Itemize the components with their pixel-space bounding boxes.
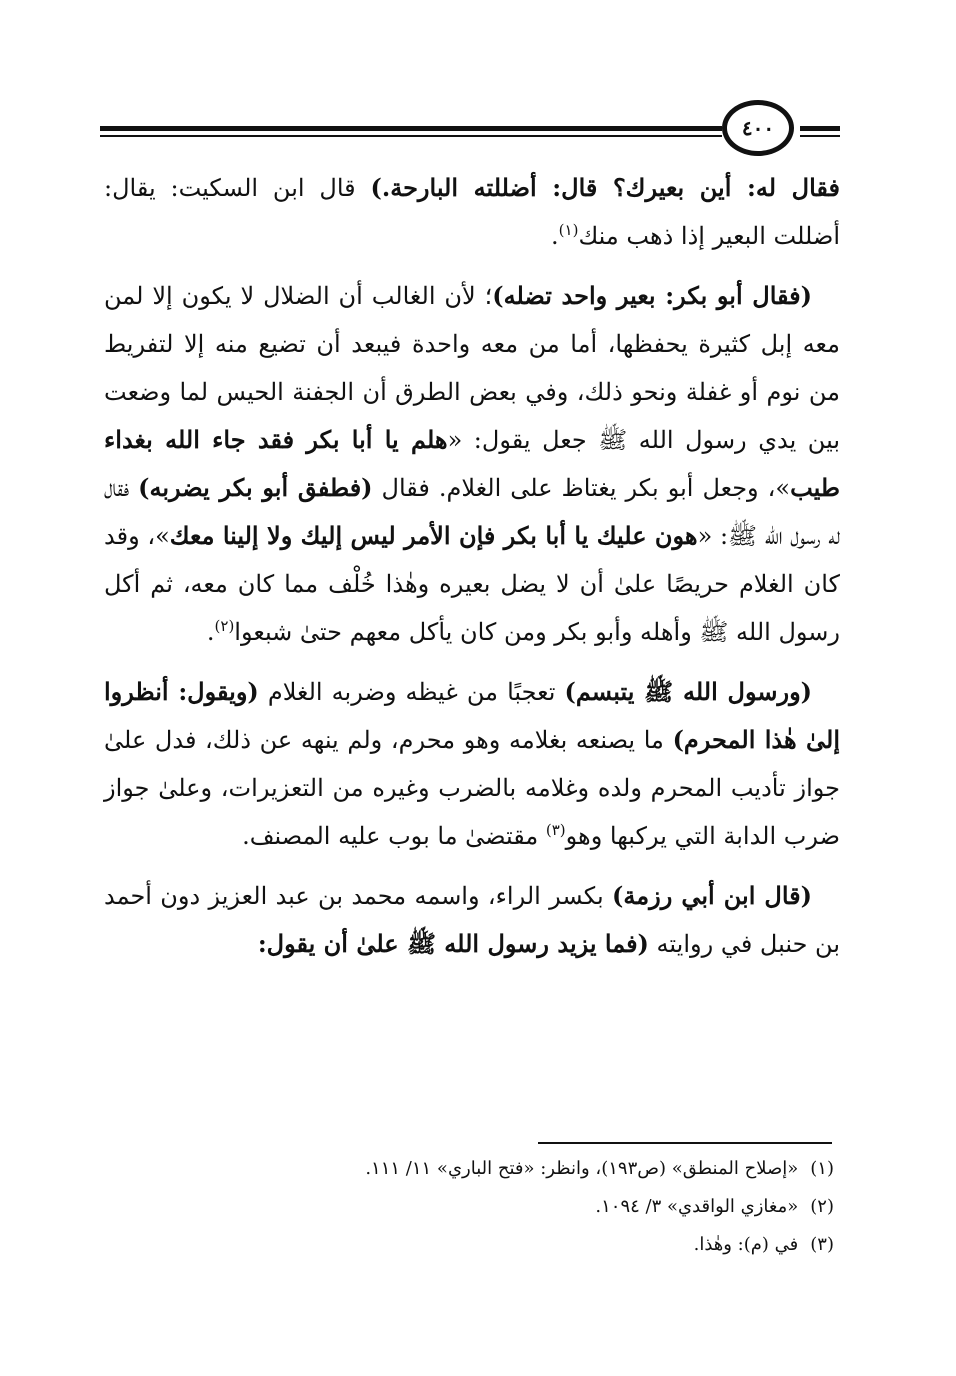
footnote-text: في (م): وهٰذا. [693,1234,799,1255]
bold-phrase: (قال ابن أبي رزمة) [612,881,812,910]
bold-phrase: هلم يا أبا بكر فقد جاء الله بغداء طيب [104,425,840,502]
footnote-1 [104,1150,834,1188]
footnote-separator [538,1142,832,1144]
footnote-ref-2[interactable]: (٢) [214,617,235,635]
footnote-ref-3[interactable]: (٣) [545,821,566,839]
text-run: بكسر الراء، واسمه محمد بن عبد العزيز دون أحمد بن حنبل في روايته [104,882,840,958]
footnote-number: (٢) [810,1196,834,1217]
main-text [104,164,840,968]
text-run: ؛ لأن الغالب أن الضلال لا يكون إلا لمن معه إبل كثيرة يحفظها، أما من معه واحدة فيبعد أن تضيع منه إلا لتفريط من نوم أو غفلة ونحو ذلك، وفي بعض الطرق أن الجفنة الحيس لما وضعت بين يدي رسول الله ﷺ جعل يقول: « [104,282,840,454]
paragraph-1 [104,164,840,260]
bold-phrase: (ورسول الله ﷺ يتبسم) [564,677,813,706]
header-rule-thin [100,135,722,137]
paragraph-2 [104,272,840,656]
header-rule-thick [100,126,722,131]
footnote-2 [104,1188,834,1226]
footnote-3 [104,1226,834,1264]
text-run: مقتضىٰ ما بوب عليه المصنف. [242,822,546,850]
bold-phrase: (فما يزيد رسول الله ﷺ علىٰ أن يقول: [257,929,649,958]
text-run: فقال له رسول الله ﷺ: « [104,474,840,550]
footnote-text: «مغازي الواقدي» ٣/ ١٠٩٤. [595,1196,799,1217]
bold-phrase: (ويقول: أنظروا إلىٰ هٰذا المحرم) [104,677,840,754]
text-run: تعجبًا من غيظه وضربه الغلام [258,678,565,706]
text-run: . [206,618,215,646]
text-run: . [551,222,559,250]
bold-phrase: فقال له: أين بعيرك؟ قال: أضللته البارحة.) [370,173,840,202]
text-run: »، وجعل أبو بكر يغتاظ على الغلام. فقال [372,474,791,502]
page-number: ٤٠٠ [722,100,794,156]
footnote-text: «إصلاح المنطق» (ص١٩٣)، وانظر: «فتح الباري» ١١/ ١١١. [365,1158,799,1179]
footnote-ref-1[interactable]: (١) [558,221,579,239]
bold-phrase: (فطفق أبو بكر يضربه) [138,473,373,502]
paragraph-3 [104,668,840,860]
footnotes [104,1150,834,1264]
bold-phrase: هون عليك يا أبا بكر فإن الأمر ليس إليك ولا إلينا معك [169,521,698,550]
page-header [100,98,840,158]
bold-phrase: (فقال أبو بكر: بعير واحد تضله) [492,281,813,310]
footnote-number: (١) [810,1158,834,1179]
footnote-number: (٣) [810,1234,834,1255]
text-run: قال ابن السكيت: يقال: أضللت البعير إذا ذهب منك [104,174,840,250]
paragraph-4 [104,872,840,968]
header-rule-right-thick [800,126,840,131]
text-run: »، وقد كان الغلام حريصًا علىٰ أن لا يضل بعيره وهٰذا خُلْف مما كان معه، ثم أكل رسول الله ﷺ وأهله وأبو بكر ومن كان يأكل معهم حتىٰ شبعوا [104,522,840,646]
header-rule-right-thin [800,135,840,137]
text-run: ما يصنعه بغلامه وهو محرم، ولم ينهه عن ذلك، فدل علىٰ جواز تأديب المحرم ولده وغلامه بالضرب وغيره من التعزيرات، وعلىٰ جواز ضرب الدابة التي يركبها وهو [104,726,841,850]
